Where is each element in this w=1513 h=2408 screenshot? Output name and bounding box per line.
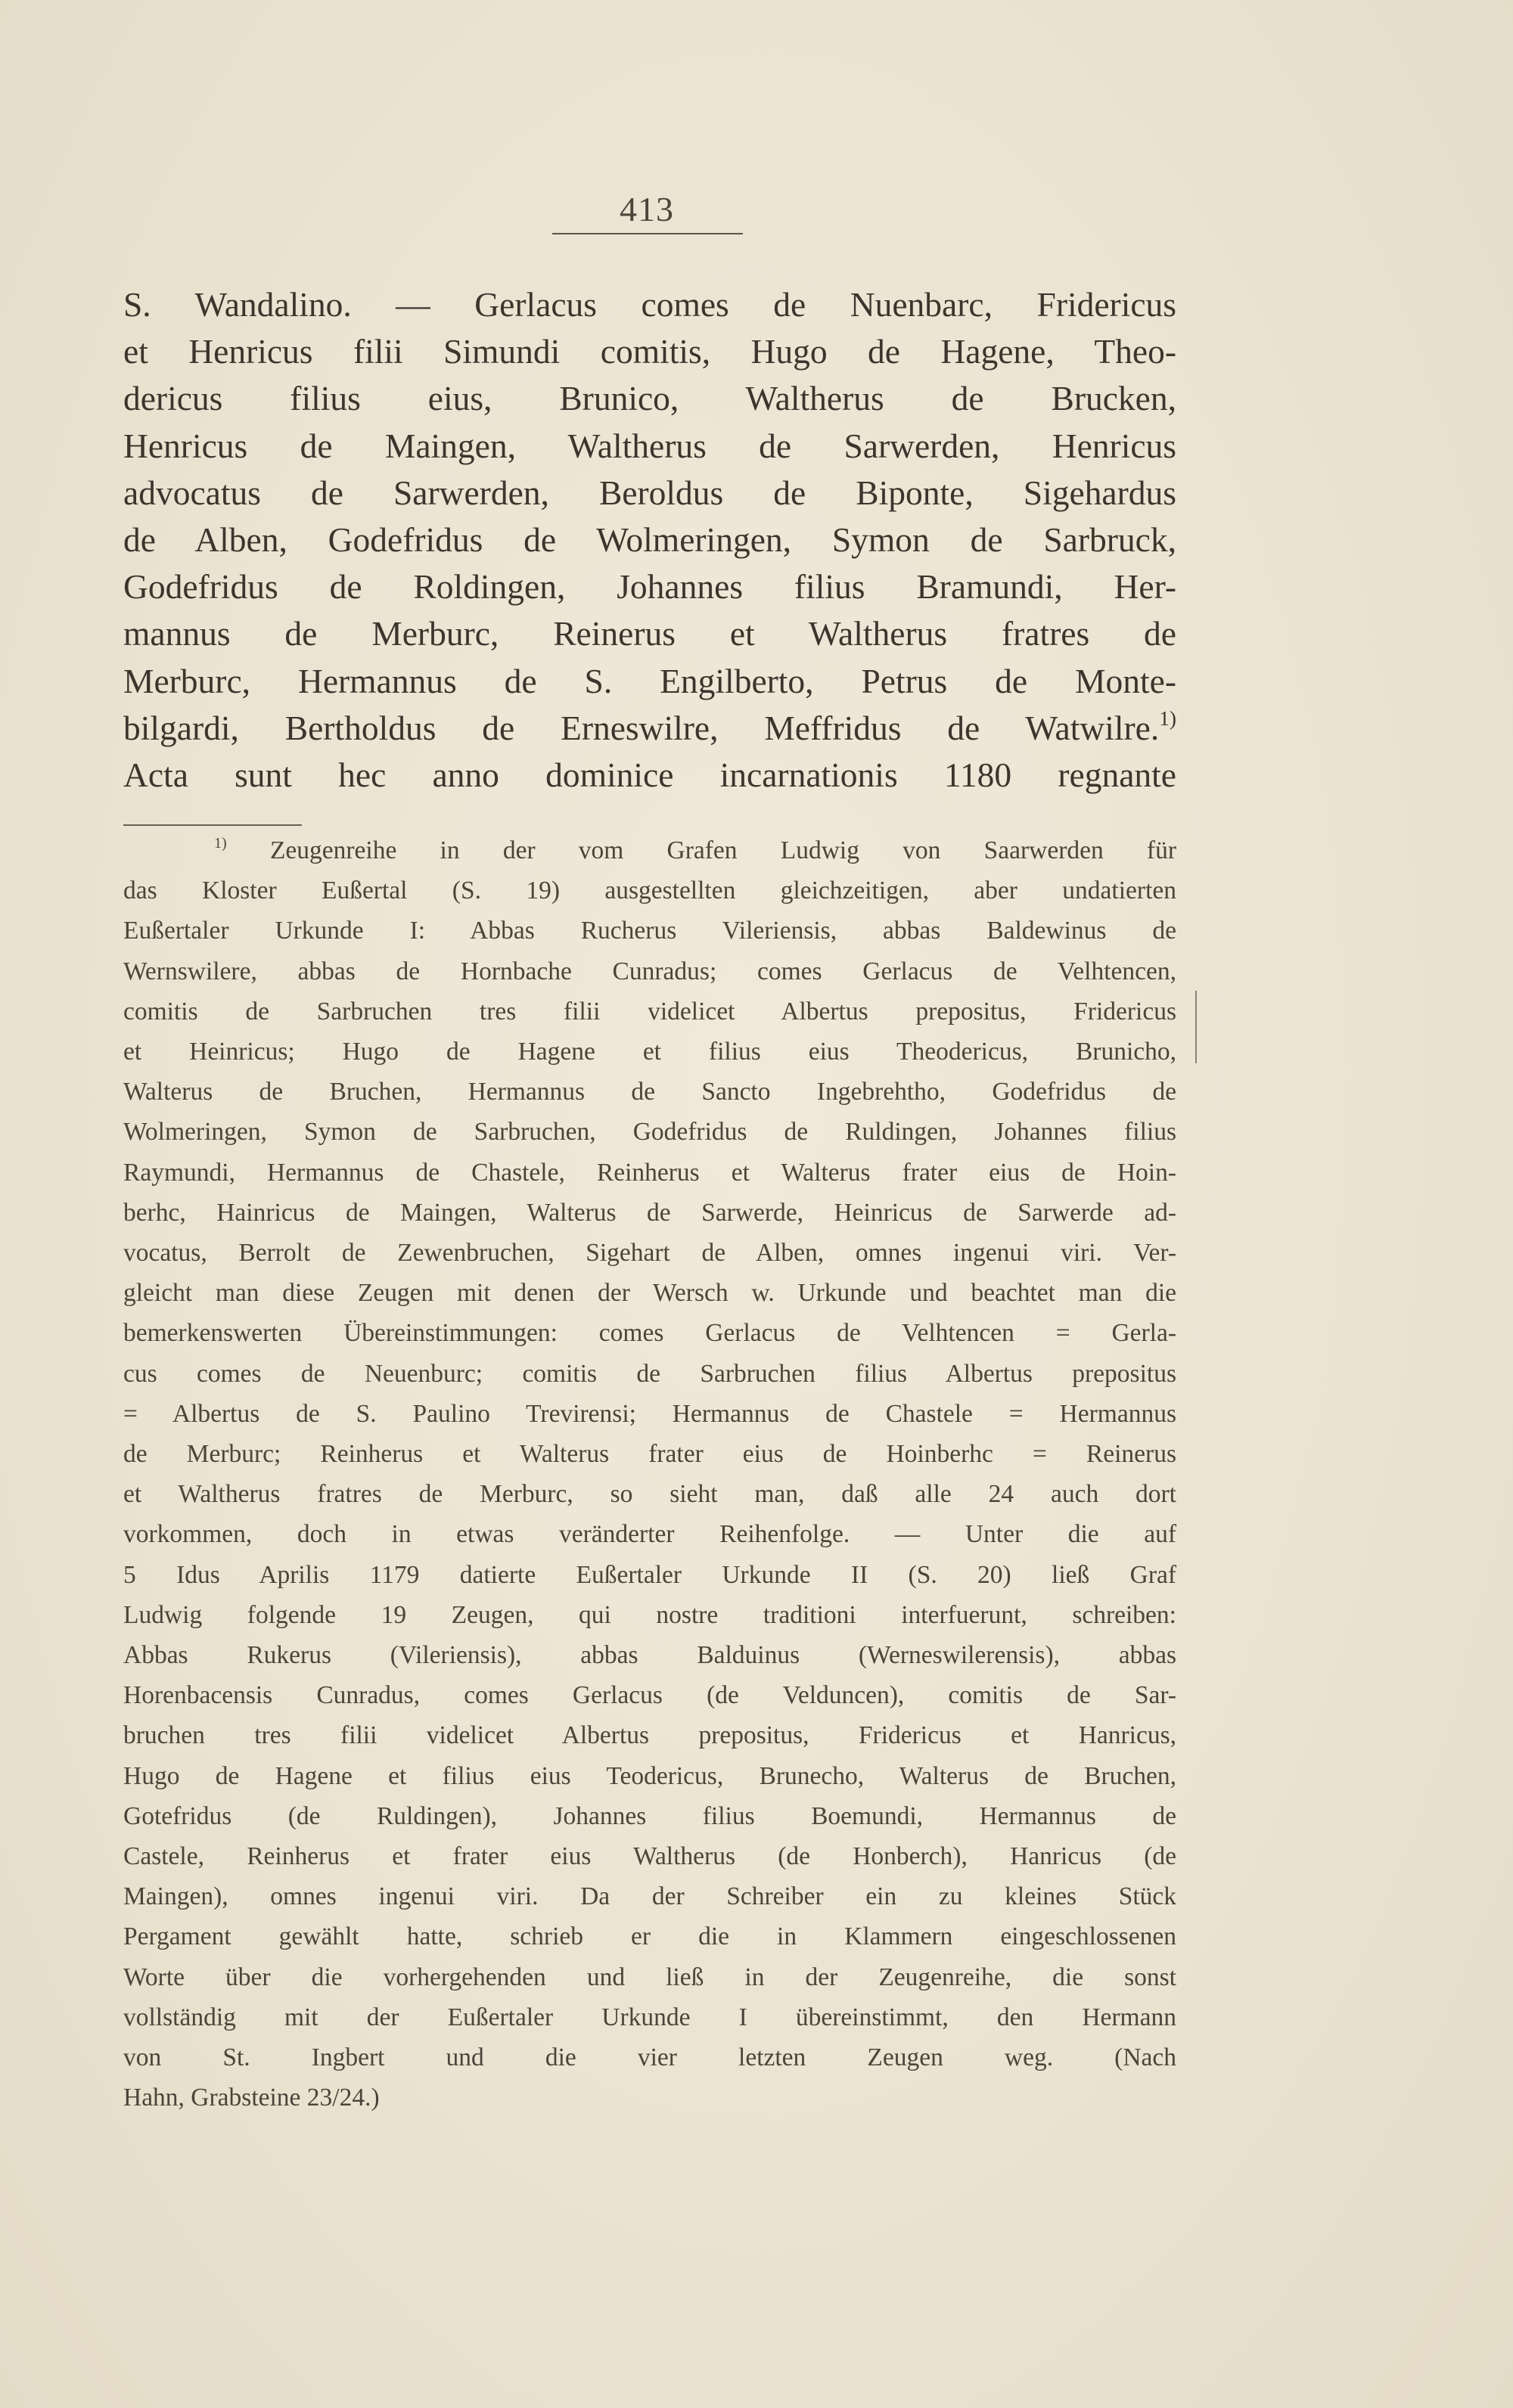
footnote-line: comitis de Sarbruchen tres filii videlicet Albertus prepositus, Fridericus bbox=[123, 997, 1176, 1026]
page-number-rule bbox=[552, 233, 743, 234]
main-text-line: S. Wandalino. — Gerlacus comes de Nuenbarc, Fridericus bbox=[123, 285, 1176, 324]
footnote-line: vollständig mit der Eußertaler Urkunde I übereinstimmt, den Hermann bbox=[123, 2003, 1176, 2031]
footnote-reference: 1) bbox=[1159, 706, 1176, 730]
footnote-line: Wernswilere, abbas de Hornbache Cunradus; comes Gerlacus de Velhtencen, bbox=[123, 957, 1176, 985]
footnote-line: 5 Idus Aprilis 1179 datierte Eußertaler Urkunde II (S. 20) ließ Graf bbox=[123, 1560, 1176, 1589]
footnote-line: von St. Ingbert und die vier letzten Zeugen weg. (Nach bbox=[123, 2043, 1176, 2072]
footnote-line: Horenbacensis Cunradus, comes Gerlacus (de Velduncen), comitis de Sar- bbox=[123, 1681, 1176, 1710]
main-text-line-with-ref bbox=[123, 705, 1176, 752]
footnote-line: gleicht man diese Zeugen mit denen der Wersch w. Urkunde und beachtet man die bbox=[123, 1279, 1176, 1308]
main-text-line: mannus de Merburc, Reinerus et Waltherus fratres de bbox=[123, 614, 1176, 653]
footnote-line: Hahn, Grabsteine 23/24.) bbox=[123, 2084, 380, 2112]
page-number: 413 bbox=[620, 190, 674, 228]
footnote-line: bemerkenswerten Übereinstimmungen: comes Gerlacus de Velhtencen = Gerla- bbox=[123, 1319, 1176, 1348]
margin-pencil-mark bbox=[1195, 991, 1197, 1063]
main-text-line: Godefridus de Roldingen, Johannes filius Bramundi, Her- bbox=[123, 567, 1176, 607]
footnote-line: Zeugenreihe in der vom Grafen Ludwig von Saarwerden für bbox=[269, 836, 1176, 864]
footnote-line: vocatus, Berrolt de Zewenbruchen, Sigehart de Alben, omnes ingenui viri. Ver- bbox=[123, 1239, 1176, 1268]
footnote-line: das Kloster Eußertal (S. 19) ausgestellten gleichzeitigen, aber undatierten bbox=[123, 877, 1176, 905]
footnote-line: vorkommen, doch in etwas veränderter Reihenfolge. — Unter die auf bbox=[123, 1520, 1176, 1549]
main-text-line: dericus filius eius, Brunico, Waltherus de Brucken, bbox=[123, 379, 1176, 418]
footnote-marker: 1) bbox=[214, 834, 227, 852]
main-text-body bbox=[123, 281, 1176, 799]
footnote-line: Wolmeringen, Symon de Sarbruchen, Godefridus de Ruldingen, Johannes filius bbox=[123, 1118, 1176, 1147]
main-text-line: et Henricus filii Simundi comitis, Hugo de Hagene, Theo- bbox=[123, 332, 1176, 371]
footnote-line: Walterus de Bruchen, Hermannus de Sancto Ingebrehtho, Godefridus de bbox=[123, 1078, 1176, 1106]
footnote-line: Maingen), omnes ingenui viri. Da der Schreiber ein zu kleines Stück bbox=[123, 1882, 1176, 1911]
footnote-line: Ludwig folgende 19 Zeugen, qui nostre traditioni interfuerunt, schreiben: bbox=[123, 1600, 1176, 1629]
main-text-line: de Alben, Godefridus de Wolmeringen, Symon de Sarbruck, bbox=[123, 520, 1176, 560]
footnote-line: Hugo de Hagene et filius eius Teodericus, Brunecho, Walterus de Bruchen, bbox=[123, 1761, 1176, 1790]
footnote-line: Worte über die vorhergehenden und ließ in der Zeugenreihe, die sonst bbox=[123, 1963, 1176, 1991]
footnote-line: berhc, Hainricus de Maingen, Walterus de Sarwerde, Heinricus de Sarwerde ad- bbox=[123, 1198, 1176, 1227]
main-text-line: advocatus de Sarwerden, Beroldus de Biponte, Sigehardus bbox=[123, 473, 1176, 512]
main-text-line: Acta sunt hec anno dominice incarnationis 1180 regnante bbox=[123, 756, 1176, 795]
footnote-line: et Waltherus fratres de Merburc, so sieht man, daß alle 24 auch dort bbox=[123, 1480, 1176, 1509]
footnote-line: Castele, Reinherus et frater eius Waltherus (de Honberch), Hanricus (de bbox=[123, 1842, 1176, 1871]
footnote-line: Eußertaler Urkunde I: Abbas Rucherus Vileriensis, abbas Baldewinus de bbox=[123, 917, 1176, 945]
footnote-line: Abbas Rukerus (Vileriensis), abbas Balduinus (Werneswilerensis), abbas bbox=[123, 1641, 1176, 1670]
footnote-first-line bbox=[123, 830, 1176, 870]
footnote-line: Gotefridus (de Ruldingen), Johannes filius Boemundi, Hermannus de bbox=[123, 1801, 1176, 1830]
footnote-body bbox=[123, 830, 1176, 2118]
footnote-line: bruchen tres filii videlicet Albertus prepositus, Fridericus et Hanricus, bbox=[123, 1721, 1176, 1750]
footnote-line: Raymundi, Hermannus de Chastele, Reinherus et Walterus frater eius de Hoin- bbox=[123, 1158, 1176, 1187]
footnote-rule bbox=[123, 824, 302, 826]
main-text-line: bilgardi, Bertholdus de Erneswilre, Meffridus de Watwilre. bbox=[123, 708, 1160, 747]
footnote-line: = Albertus de S. Paulino Trevirensi; Hermannus de Chastele = Hermannus bbox=[123, 1399, 1176, 1428]
main-text-line: Merburc, Hermannus de S. Engilberto, Petrus de Monte- bbox=[123, 661, 1176, 700]
footnote-line: de Merburc; Reinherus et Walterus frater eius de Hoinberhc = Reinerus bbox=[123, 1440, 1176, 1469]
footnote-line: Pergament gewählt hatte, schrieb er die in Klammern eingeschlossenen bbox=[123, 1922, 1176, 1951]
footnote-line: cus comes de Neuenburc; comitis de Sarbruchen filius Albertus prepositus bbox=[123, 1359, 1176, 1388]
footnote-line: et Heinricus; Hugo de Hagene et filius eius Theodericus, Brunicho, bbox=[123, 1038, 1176, 1066]
main-text-line: Henricus de Maingen, Waltherus de Sarwerden, Henricus bbox=[123, 426, 1176, 465]
